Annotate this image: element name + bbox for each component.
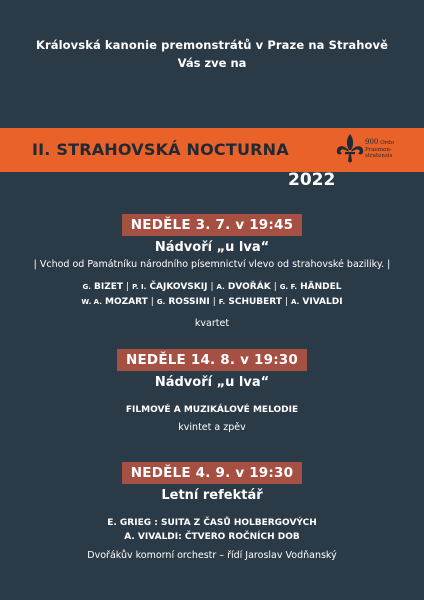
- event-2-ensemble: kvintet a zpěv: [178, 422, 246, 433]
- event-2-date: NEDĚLE 14. 8. v 19:30: [117, 349, 307, 371]
- organizer-text: Královská kanonie premonstrátů v Praze na Strahově: [35, 38, 388, 52]
- logo-line-3: stratensis: [365, 153, 393, 159]
- event-3-work-2: A. VIVALDI: ČTVERO ROČNÍCH DOB: [124, 532, 300, 542]
- event-3-performers: Dvořákův komorní orchestr – řídí Jaroslav Vodňanský: [87, 550, 337, 561]
- composer: P. I. ČAJKOVSKIJ: [132, 282, 208, 292]
- anniversary-logo: [365, 139, 415, 160]
- event-1-venue: Nádvoří „u lva“: [154, 240, 270, 255]
- event-1-directions: | Vchod od Památníku národního písemnictví vlevo od strahovské baziliky. |: [33, 259, 391, 270]
- title-banner: [0, 128, 424, 172]
- event-1: [0, 214, 424, 329]
- composer: A. DVOŘÁK: [216, 282, 271, 292]
- event-2-program: FILMOVÉ A MUZIKÁLOVÉ MELODIE: [125, 405, 299, 415]
- event-1-date: NEDĚLE 3. 7. v 19:45: [122, 214, 302, 236]
- logo-number: 900: [365, 138, 379, 146]
- fleur-de-lis-icon: [335, 133, 365, 165]
- logo-line-2: Praemon-: [365, 146, 392, 153]
- composer: G. F. HÄNDEL: [279, 282, 342, 292]
- event-3-venue: Letní refektář: [161, 488, 263, 503]
- event-3: [0, 462, 424, 561]
- event-1-composers-row-2: W. A. MOZART | G. ROSSINI | F. SCHUBERT | A. VIVALDI: [81, 297, 343, 307]
- composer: A. VIVALDI: [291, 297, 343, 307]
- composer: G. BIZET: [82, 282, 124, 292]
- composer: F. SCHUBERT: [218, 297, 282, 307]
- invite-text: Vás zve na: [177, 56, 247, 70]
- event-3-work-1: E. GRIEG : SUITA Z ČASŮ HOLBERGOVÝCH: [107, 518, 317, 528]
- festival-title: II. STRAHOVSKÁ NOCTURNA: [32, 140, 289, 159]
- event-1-composers-row-1: G. BIZET | P. I. ČAJKOVSKIJ | A. DVOŘÁK | G. F. HÄNDEL: [82, 282, 342, 292]
- composer: G. ROSSINI: [156, 297, 210, 307]
- event-2-venue: Nádvoří „u lva“: [154, 375, 270, 390]
- event-2: [0, 349, 424, 433]
- composer: W. A. MOZART: [81, 297, 148, 307]
- event-1-ensemble: kvartet: [194, 318, 230, 329]
- event-3-date: NEDĚLE 4. 9. v 19:30: [122, 462, 302, 484]
- festival-year: 2022: [288, 170, 336, 190]
- logo-line-1: Ordo: [380, 140, 395, 146]
